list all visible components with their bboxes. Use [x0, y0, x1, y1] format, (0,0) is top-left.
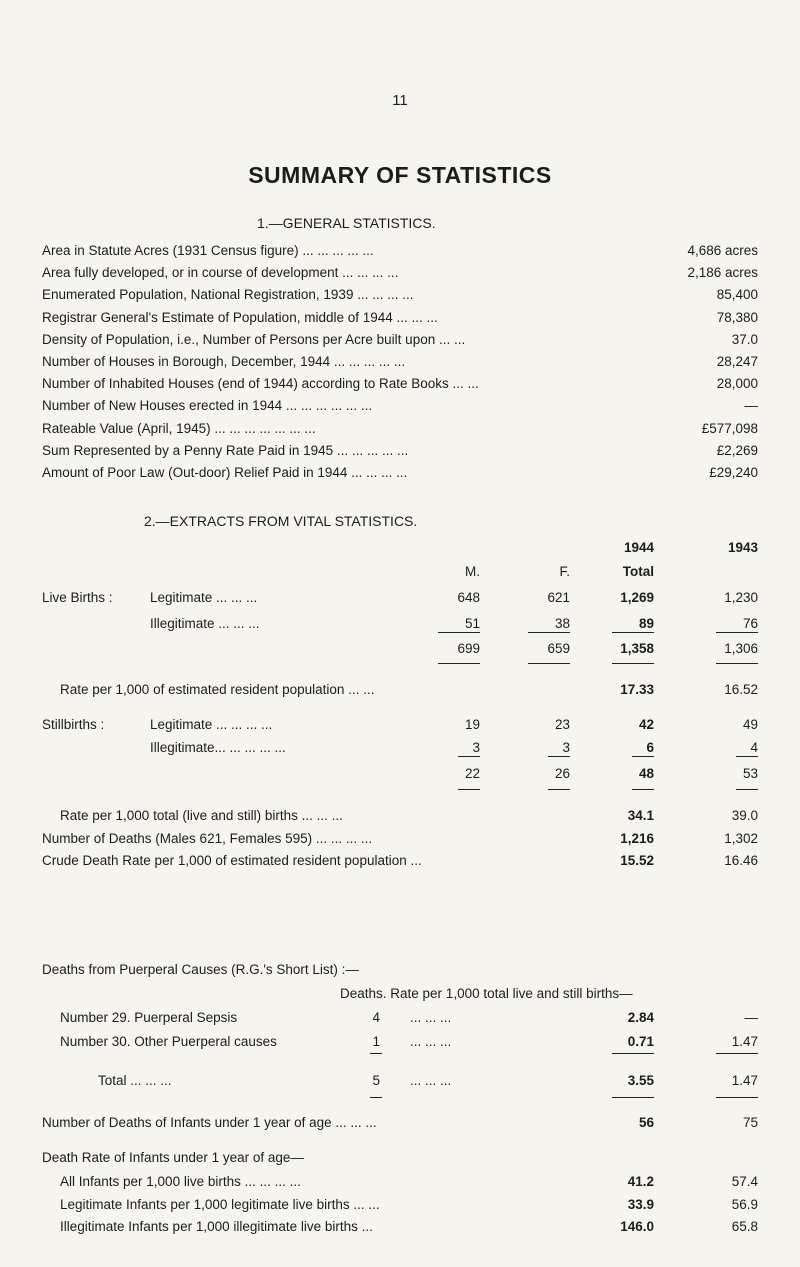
infant-deaths-1944: 56	[638, 1115, 654, 1130]
stillbirths-total-m: 22	[464, 766, 480, 781]
infant-deaths-label: Number of Deaths of Infants under 1 year of age ... ... ...	[42, 1115, 377, 1130]
infant-rate-row-1944: 146.0	[620, 1219, 654, 1234]
divider-rule	[612, 1097, 654, 1098]
rate-resident-label: Rate per 1,000 of estimated resident population ... ...	[60, 682, 375, 697]
header-total: Total	[622, 564, 654, 579]
general-statistics-heading: 1.—GENERAL STATISTICS.	[257, 215, 436, 231]
divider-rule	[736, 789, 758, 790]
live-births-y1943: 76	[742, 616, 758, 631]
vital-extra-row-total: 34.1	[627, 808, 654, 823]
rate-resident-1943: 16.52	[724, 682, 758, 697]
general-row-value: 78,380	[716, 309, 758, 325]
divider-rule	[612, 1053, 654, 1054]
vital-extra-row-label: Rate per 1,000 total (live and still) births ... ... ...	[60, 808, 343, 823]
general-row-label: Enumerated Population, National Registration, 1939 ... ... ... ...	[42, 287, 414, 303]
header-female: F.	[559, 564, 570, 579]
live-births-m: 648	[457, 590, 480, 605]
infant-rate-row-1944: 41.2	[627, 1174, 654, 1189]
general-row-label: Sum Represented by a Penny Rate Paid in 1945 ... ... ... ... ...	[42, 442, 409, 458]
divider-rule	[458, 756, 480, 757]
general-row-label: Area in Statute Acres (1931 Census figure) ... ... ... ... ...	[42, 243, 374, 258]
general-row-value: 4,686 acres	[687, 243, 758, 258]
general-row-value: £577,098	[701, 420, 758, 436]
divider-rule	[370, 1053, 382, 1054]
stillbirths-total: 42	[638, 717, 654, 732]
live-births-f: 621	[547, 590, 570, 605]
general-row-value: 2,186 acres	[687, 265, 758, 281]
infant-rate-row-1943: 57.4	[731, 1174, 758, 1189]
puerperal-total-deaths: 5	[372, 1073, 380, 1088]
live-births-total: 1,269	[620, 590, 654, 605]
general-row-value: 85,400	[716, 287, 758, 303]
live-births-total-m: 699	[457, 641, 480, 656]
stillbirths-total-total: 48	[638, 766, 654, 781]
puerperal-row-1944: 0.71	[627, 1034, 654, 1049]
stillbirths-label: Stillbirths :	[42, 717, 105, 732]
puerperal-subheader: Deaths. Rate per 1,000 total live and still births—	[340, 986, 633, 1001]
puerperal-row-1943: 1.47	[731, 1034, 758, 1049]
puerperal-total-dots: ... ... ...	[410, 1073, 452, 1088]
puerperal-row-deaths: 4	[372, 1010, 380, 1025]
live-births-total: 89	[638, 616, 654, 631]
divider-rule	[528, 663, 570, 664]
general-row-label: Rateable Value (April, 1945) ... ... ... ... ... ... ...	[42, 420, 316, 436]
vital-extra-row-1943: 16.46	[724, 853, 758, 868]
general-row-label: Number of Houses in Borough, December, 1944 ... ... ... ... ...	[42, 354, 406, 369]
stillbirths-total: 6	[646, 740, 654, 755]
vital-statistics-heading: 2.—EXTRACTS FROM VITAL STATISTICS.	[144, 513, 418, 529]
divider-rule	[548, 789, 570, 790]
infant-deaths-1943: 75	[742, 1115, 758, 1130]
general-row-value: £29,240	[709, 465, 758, 480]
vital-extra-row-total: 1,216	[620, 830, 654, 846]
infant-rate-row-1944: 33.9	[627, 1196, 654, 1212]
general-row-label: Number of Inhabited Houses (end of 1944) according to Rate Books ... ...	[42, 376, 479, 392]
stillbirths-m: 3	[472, 740, 480, 755]
general-row-value: —	[744, 398, 758, 414]
puerperal-row-label: Number 29. Puerperal Sepsis	[60, 1010, 238, 1025]
infant-rate-row-1943: 56.9	[731, 1196, 758, 1212]
vital-extra-row-total: 15.52	[620, 853, 654, 868]
infant-rate-row-label: Illegitimate Infants per 1,000 illegitimate live births ...	[60, 1219, 373, 1234]
stillbirths-total-y1943: 53	[742, 766, 758, 781]
header-male: M.	[465, 564, 480, 579]
vital-extra-row-1943: 39.0	[731, 808, 758, 823]
general-row-value: £2,269	[716, 442, 758, 458]
general-row-label: Amount of Poor Law (Out-door) Relief Paid in 1944 ... ... ... ...	[42, 465, 408, 480]
live-births-total-y1943: 1,306	[724, 641, 758, 656]
live-births-m: 51	[464, 616, 480, 631]
divider-rule	[438, 663, 480, 664]
rate-resident-total: 17.33	[620, 682, 654, 697]
divider-rule	[458, 789, 480, 790]
general-row-label: Number of New Houses erected in 1944 ... ... ... ... ... ...	[42, 398, 373, 414]
puerperal-row-1944: 2.84	[627, 1010, 654, 1025]
live-births-total-total: 1,358	[620, 641, 654, 656]
divider-rule	[370, 1097, 382, 1098]
vital-extra-row-label: Number of Deaths (Males 621, Females 595) ... ... ... ...	[42, 830, 373, 846]
live-births-row-label: Legitimate ... ... ...	[150, 590, 258, 605]
divider-rule	[612, 663, 654, 664]
puerperal-total-1943: 1.47	[731, 1073, 758, 1088]
stillbirths-total-f: 26	[554, 766, 570, 781]
puerperal-row-deaths: 1	[372, 1034, 380, 1049]
stillbirths-row-label: Illegitimate... ... ... ... ...	[150, 740, 286, 755]
page-title: SUMMARY OF STATISTICS	[248, 162, 552, 188]
vital-extra-row-label: Crude Death Rate per 1,000 of estimated resident population ...	[42, 853, 422, 868]
live-births-row-label: Illegitimate ... ... ...	[150, 616, 260, 631]
live-births-f: 38	[554, 616, 570, 631]
puerperal-row-dots: ... ... ...	[410, 1034, 452, 1049]
general-row-label: Density of Population, i.e., Number of Persons per Acre built upon ... ...	[42, 331, 466, 347]
vital-extra-row-1943: 1,302	[724, 830, 758, 846]
stillbirths-row-label: Legitimate ... ... ... ...	[150, 717, 273, 732]
stillbirths-y1943: 49	[742, 717, 758, 732]
general-row-value: 37.0	[731, 331, 758, 347]
stillbirths-y1943: 4	[750, 740, 758, 755]
general-row-value: 28,000	[716, 376, 758, 392]
infant-rate-row-label: Legitimate Infants per 1,000 legitimate live births ... ...	[60, 1196, 380, 1212]
divider-rule	[736, 756, 758, 757]
general-row-value: 28,247	[716, 354, 758, 369]
header-1944: 1944	[623, 540, 654, 555]
divider-rule	[716, 632, 758, 633]
puerperal-row-dots: ... ... ...	[410, 1010, 452, 1025]
divider-rule	[716, 1053, 758, 1054]
divider-rule	[632, 789, 654, 790]
divider-rule	[528, 632, 570, 633]
infant-rate-heading: Death Rate of Infants under 1 year of age—	[42, 1150, 304, 1165]
divider-rule	[612, 632, 654, 633]
divider-rule	[716, 1097, 758, 1098]
divider-rule	[632, 756, 654, 757]
divider-rule	[548, 756, 570, 757]
infant-rate-row-1943: 65.8	[731, 1219, 758, 1234]
live-births-total-f: 659	[547, 641, 570, 656]
header-1943: 1943	[727, 540, 758, 555]
puerperal-row-label: Number 30. Other Puerperal causes	[60, 1034, 277, 1049]
stillbirths-m: 19	[464, 717, 480, 732]
infant-rate-row-label: All Infants per 1,000 live births ... ... ... ...	[60, 1174, 301, 1189]
puerperal-heading: Deaths from Puerperal Causes (R.G.'s Short List) :—	[42, 962, 359, 977]
divider-rule	[716, 663, 758, 664]
live-births-label: Live Births :	[42, 590, 113, 605]
general-row-label: Area fully developed, or in course of development ... ... ... ...	[42, 265, 399, 281]
stillbirths-f: 3	[562, 740, 570, 755]
divider-rule	[438, 632, 480, 633]
page-number: 11	[392, 92, 408, 109]
stillbirths-f: 23	[554, 717, 570, 732]
puerperal-total-1944: 3.55	[627, 1073, 654, 1088]
puerperal-total-label: Total ... ... ...	[98, 1073, 172, 1088]
general-row-label: Registrar General's Estimate of Population, middle of 1944 ... ... ...	[42, 309, 438, 325]
live-births-y1943: 1,230	[724, 590, 758, 605]
puerperal-row-1943: —	[744, 1010, 758, 1025]
